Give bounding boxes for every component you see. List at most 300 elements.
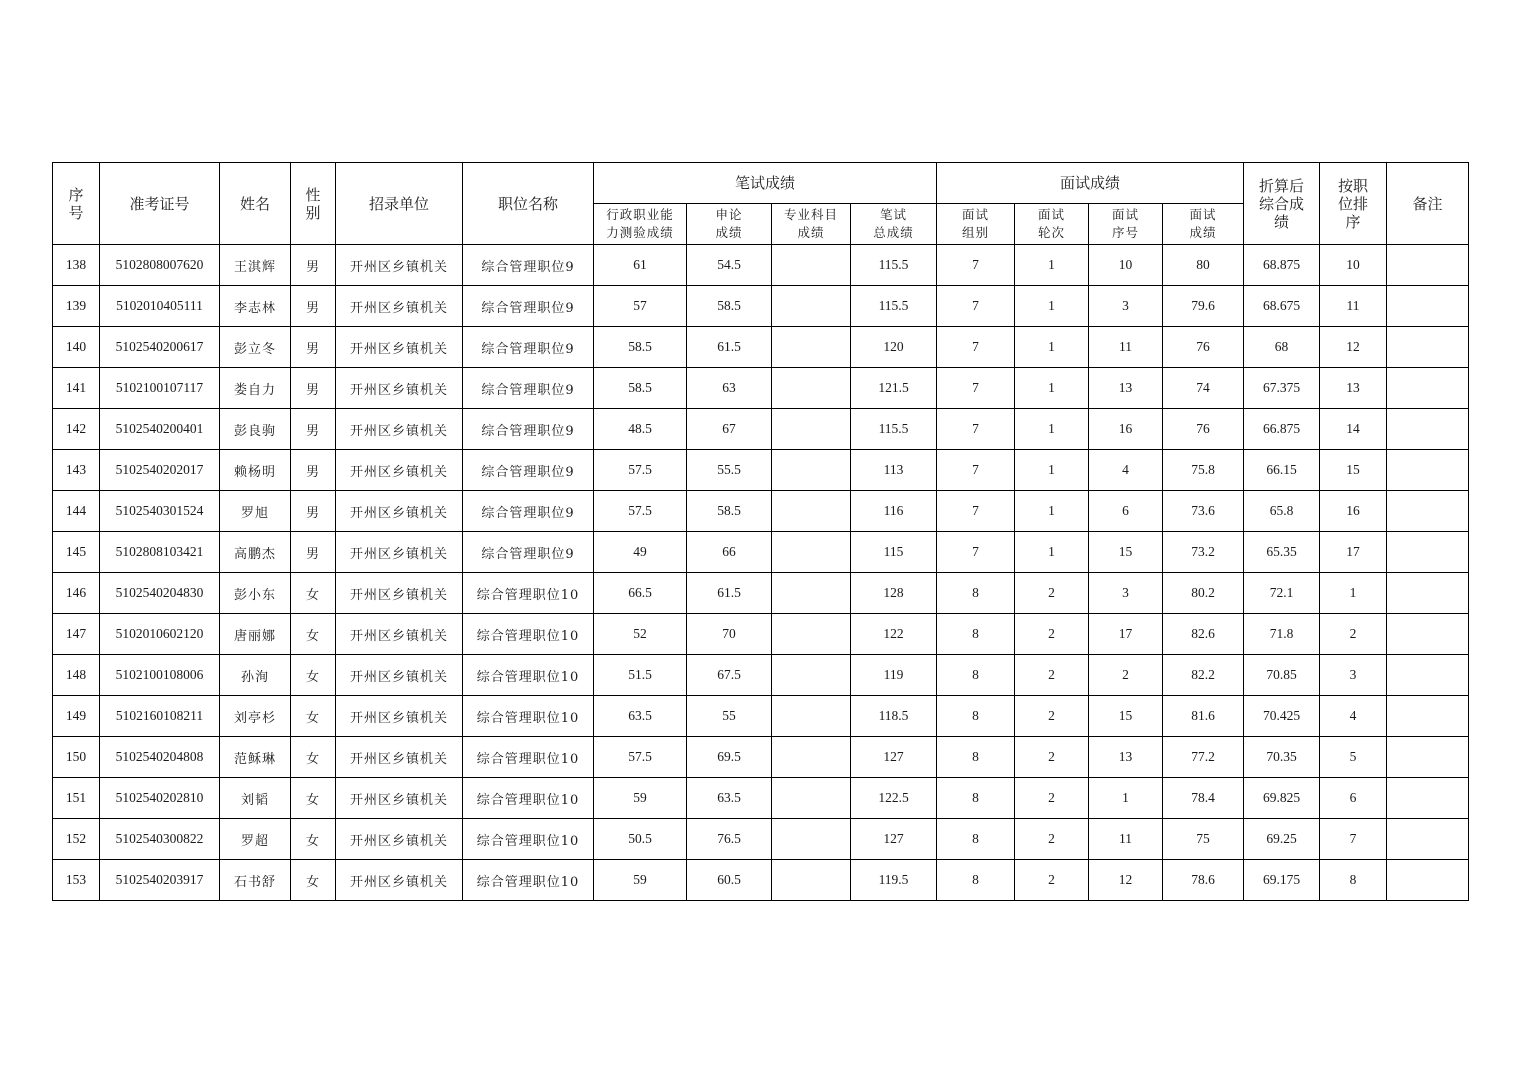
cell-combined: 69.175 xyxy=(1244,860,1320,901)
header-interview-round: 面试 轮次 xyxy=(1015,204,1089,245)
cell-ticket: 5102010602120 xyxy=(100,614,220,655)
cell-gender: 女 xyxy=(291,655,336,696)
cell-rank: 16 xyxy=(1320,491,1387,532)
table-row xyxy=(53,860,1469,901)
cell-rank: 6 xyxy=(1320,778,1387,819)
cell-written-essay: 60.5 xyxy=(687,860,772,901)
cell-written-essay: 55 xyxy=(687,696,772,737)
header-interview-group: 面试成绩 xyxy=(937,163,1244,204)
cell-combined: 65.35 xyxy=(1244,532,1320,573)
cell-combined: 65.8 xyxy=(1244,491,1320,532)
cell-interview-order: 17 xyxy=(1089,614,1163,655)
cell-ticket: 5102540203917 xyxy=(100,860,220,901)
cell-seq: 152 xyxy=(53,819,100,860)
cell-written-essay: 58.5 xyxy=(687,491,772,532)
cell-interview-score: 75.8 xyxy=(1163,450,1244,491)
cell-combined: 66.875 xyxy=(1244,409,1320,450)
cell-written-admin: 59 xyxy=(594,778,687,819)
cell-rank: 2 xyxy=(1320,614,1387,655)
cell-position: 综合管理职位9 xyxy=(463,327,594,368)
cell-remark xyxy=(1387,368,1469,409)
results-table xyxy=(52,162,1469,901)
cell-written-admin: 59 xyxy=(594,860,687,901)
cell-written-essay: 55.5 xyxy=(687,450,772,491)
table-row xyxy=(53,327,1469,368)
table-row xyxy=(53,737,1469,778)
cell-gender: 女 xyxy=(291,860,336,901)
cell-seq: 141 xyxy=(53,368,100,409)
header-written-admin: 行政职业能 力测验成绩 xyxy=(594,204,687,245)
cell-ticket: 5102540300822 xyxy=(100,819,220,860)
cell-written-admin: 66.5 xyxy=(594,573,687,614)
cell-interview-round: 2 xyxy=(1015,860,1089,901)
cell-combined: 71.8 xyxy=(1244,614,1320,655)
cell-interview-order: 1 xyxy=(1089,778,1163,819)
cell-rank: 10 xyxy=(1320,245,1387,286)
cell-position: 综合管理职位9 xyxy=(463,450,594,491)
cell-name: 彭小东 xyxy=(220,573,291,614)
cell-remark xyxy=(1387,450,1469,491)
header-written-group: 笔试成绩 xyxy=(594,163,937,204)
header-remark: 备注 xyxy=(1387,163,1469,245)
cell-written-total: 127 xyxy=(851,737,937,778)
cell-seq: 144 xyxy=(53,491,100,532)
cell-seq: 149 xyxy=(53,696,100,737)
cell-interview-order: 12 xyxy=(1089,860,1163,901)
cell-written-total: 116 xyxy=(851,491,937,532)
cell-position: 综合管理职位10 xyxy=(463,860,594,901)
cell-interview-score: 79.6 xyxy=(1163,286,1244,327)
cell-interview-team: 7 xyxy=(937,245,1015,286)
table-row xyxy=(53,532,1469,573)
cell-ticket: 5102100107117 xyxy=(100,368,220,409)
cell-interview-team: 8 xyxy=(937,737,1015,778)
cell-seq: 148 xyxy=(53,655,100,696)
cell-name: 罗超 xyxy=(220,819,291,860)
cell-written-total: 119.5 xyxy=(851,860,937,901)
cell-written-special xyxy=(772,860,851,901)
cell-position: 综合管理职位9 xyxy=(463,409,594,450)
cell-interview-score: 82.6 xyxy=(1163,614,1244,655)
cell-ticket: 5102808007620 xyxy=(100,245,220,286)
cell-interview-team: 7 xyxy=(937,286,1015,327)
header-interview-team: 面试 组别 xyxy=(937,204,1015,245)
cell-name: 赖杨明 xyxy=(220,450,291,491)
cell-combined: 68 xyxy=(1244,327,1320,368)
cell-ticket: 5102100108006 xyxy=(100,655,220,696)
cell-interview-score: 76 xyxy=(1163,327,1244,368)
header-written-total: 笔试 总成绩 xyxy=(851,204,937,245)
cell-written-admin: 57 xyxy=(594,286,687,327)
cell-gender: 男 xyxy=(291,491,336,532)
cell-name: 彭良驹 xyxy=(220,409,291,450)
table-row xyxy=(53,409,1469,450)
cell-position: 综合管理职位10 xyxy=(463,655,594,696)
table-row xyxy=(53,450,1469,491)
cell-interview-team: 8 xyxy=(937,573,1015,614)
cell-interview-order: 13 xyxy=(1089,368,1163,409)
cell-written-essay: 67 xyxy=(687,409,772,450)
cell-written-total: 120 xyxy=(851,327,937,368)
cell-written-essay: 76.5 xyxy=(687,819,772,860)
cell-written-admin: 50.5 xyxy=(594,819,687,860)
cell-remark xyxy=(1387,737,1469,778)
cell-interview-order: 10 xyxy=(1089,245,1163,286)
cell-seq: 151 xyxy=(53,778,100,819)
cell-position: 综合管理职位9 xyxy=(463,491,594,532)
cell-written-special xyxy=(772,491,851,532)
cell-gender: 女 xyxy=(291,778,336,819)
cell-remark xyxy=(1387,573,1469,614)
cell-ticket: 5102540204808 xyxy=(100,737,220,778)
header-name: 姓名 xyxy=(220,163,291,245)
header-ticket: 准考证号 xyxy=(100,163,220,245)
cell-rank: 1 xyxy=(1320,573,1387,614)
cell-written-special xyxy=(772,532,851,573)
header-position: 职位名称 xyxy=(463,163,594,245)
cell-interview-team: 7 xyxy=(937,532,1015,573)
cell-written-admin: 57.5 xyxy=(594,450,687,491)
cell-gender: 男 xyxy=(291,286,336,327)
cell-written-special xyxy=(772,737,851,778)
cell-position: 综合管理职位9 xyxy=(463,532,594,573)
cell-remark xyxy=(1387,286,1469,327)
cell-unit: 开州区乡镇机关 xyxy=(336,245,463,286)
cell-seq: 146 xyxy=(53,573,100,614)
cell-written-special xyxy=(772,450,851,491)
cell-unit: 开州区乡镇机关 xyxy=(336,368,463,409)
cell-seq: 143 xyxy=(53,450,100,491)
cell-interview-round: 1 xyxy=(1015,368,1089,409)
cell-combined: 70.85 xyxy=(1244,655,1320,696)
cell-remark xyxy=(1387,532,1469,573)
cell-written-total: 122.5 xyxy=(851,778,937,819)
cell-position: 综合管理职位9 xyxy=(463,245,594,286)
cell-unit: 开州区乡镇机关 xyxy=(336,450,463,491)
cell-gender: 男 xyxy=(291,245,336,286)
cell-written-special xyxy=(772,696,851,737)
cell-seq: 142 xyxy=(53,409,100,450)
cell-position: 综合管理职位9 xyxy=(463,368,594,409)
cell-interview-round: 1 xyxy=(1015,450,1089,491)
cell-written-special xyxy=(772,655,851,696)
cell-rank: 3 xyxy=(1320,655,1387,696)
cell-rank: 14 xyxy=(1320,409,1387,450)
cell-remark xyxy=(1387,614,1469,655)
table-row xyxy=(53,655,1469,696)
cell-combined: 68.875 xyxy=(1244,245,1320,286)
cell-gender: 男 xyxy=(291,450,336,491)
cell-unit: 开州区乡镇机关 xyxy=(336,409,463,450)
cell-gender: 男 xyxy=(291,368,336,409)
cell-interview-order: 2 xyxy=(1089,655,1163,696)
cell-combined: 67.375 xyxy=(1244,368,1320,409)
header-interview-score: 面试 成绩 xyxy=(1163,204,1244,245)
cell-remark xyxy=(1387,245,1469,286)
cell-name: 孙洵 xyxy=(220,655,291,696)
cell-gender: 男 xyxy=(291,327,336,368)
header-seq: 序 号 xyxy=(53,163,100,245)
cell-interview-score: 75 xyxy=(1163,819,1244,860)
cell-written-special xyxy=(772,327,851,368)
table-row xyxy=(53,696,1469,737)
cell-rank: 17 xyxy=(1320,532,1387,573)
cell-gender: 女 xyxy=(291,573,336,614)
cell-seq: 150 xyxy=(53,737,100,778)
cell-name: 刘韬 xyxy=(220,778,291,819)
cell-seq: 153 xyxy=(53,860,100,901)
cell-unit: 开州区乡镇机关 xyxy=(336,614,463,655)
cell-remark xyxy=(1387,655,1469,696)
cell-rank: 8 xyxy=(1320,860,1387,901)
header-combined: 折算后 综合成 绩 xyxy=(1244,163,1320,245)
cell-interview-team: 8 xyxy=(937,655,1015,696)
cell-written-total: 121.5 xyxy=(851,368,937,409)
cell-ticket: 5102540200617 xyxy=(100,327,220,368)
cell-interview-round: 2 xyxy=(1015,573,1089,614)
cell-ticket: 5102010405111 xyxy=(100,286,220,327)
cell-name: 范稣琳 xyxy=(220,737,291,778)
cell-gender: 女 xyxy=(291,737,336,778)
cell-unit: 开州区乡镇机关 xyxy=(336,696,463,737)
cell-written-essay: 61.5 xyxy=(687,327,772,368)
cell-written-special xyxy=(772,245,851,286)
score-sheet xyxy=(52,162,1468,901)
cell-interview-order: 13 xyxy=(1089,737,1163,778)
cell-position: 综合管理职位10 xyxy=(463,696,594,737)
cell-position: 综合管理职位10 xyxy=(463,778,594,819)
cell-unit: 开州区乡镇机关 xyxy=(336,532,463,573)
cell-ticket: 5102540202810 xyxy=(100,778,220,819)
cell-written-total: 118.5 xyxy=(851,696,937,737)
cell-interview-round: 2 xyxy=(1015,737,1089,778)
cell-interview-round: 2 xyxy=(1015,819,1089,860)
cell-interview-round: 1 xyxy=(1015,409,1089,450)
table-row xyxy=(53,778,1469,819)
cell-interview-team: 8 xyxy=(937,860,1015,901)
cell-interview-team: 7 xyxy=(937,409,1015,450)
cell-combined: 72.1 xyxy=(1244,573,1320,614)
cell-remark xyxy=(1387,819,1469,860)
cell-written-essay: 58.5 xyxy=(687,286,772,327)
cell-gender: 女 xyxy=(291,614,336,655)
cell-interview-score: 76 xyxy=(1163,409,1244,450)
cell-rank: 13 xyxy=(1320,368,1387,409)
cell-written-admin: 52 xyxy=(594,614,687,655)
header-unit: 招录单位 xyxy=(336,163,463,245)
cell-rank: 7 xyxy=(1320,819,1387,860)
cell-name: 彭立冬 xyxy=(220,327,291,368)
cell-seq: 140 xyxy=(53,327,100,368)
cell-written-essay: 69.5 xyxy=(687,737,772,778)
header-written-special: 专业科目 成绩 xyxy=(772,204,851,245)
cell-seq: 138 xyxy=(53,245,100,286)
cell-rank: 12 xyxy=(1320,327,1387,368)
cell-written-essay: 54.5 xyxy=(687,245,772,286)
cell-unit: 开州区乡镇机关 xyxy=(336,286,463,327)
table-header xyxy=(53,163,1469,245)
cell-unit: 开州区乡镇机关 xyxy=(336,737,463,778)
cell-seq: 147 xyxy=(53,614,100,655)
cell-name: 娄自力 xyxy=(220,368,291,409)
cell-written-essay: 67.5 xyxy=(687,655,772,696)
cell-written-admin: 63.5 xyxy=(594,696,687,737)
cell-written-total: 113 xyxy=(851,450,937,491)
cell-ticket: 5102540301524 xyxy=(100,491,220,532)
cell-interview-score: 82.2 xyxy=(1163,655,1244,696)
cell-interview-score: 74 xyxy=(1163,368,1244,409)
cell-written-total: 115.5 xyxy=(851,286,937,327)
table-row xyxy=(53,614,1469,655)
cell-interview-round: 1 xyxy=(1015,532,1089,573)
cell-interview-order: 16 xyxy=(1089,409,1163,450)
cell-remark xyxy=(1387,860,1469,901)
cell-remark xyxy=(1387,327,1469,368)
cell-interview-order: 15 xyxy=(1089,532,1163,573)
cell-interview-score: 78.4 xyxy=(1163,778,1244,819)
cell-combined: 69.25 xyxy=(1244,819,1320,860)
cell-gender: 男 xyxy=(291,532,336,573)
cell-interview-score: 73.6 xyxy=(1163,491,1244,532)
cell-written-special xyxy=(772,573,851,614)
cell-unit: 开州区乡镇机关 xyxy=(336,778,463,819)
cell-gender: 男 xyxy=(291,409,336,450)
cell-position: 综合管理职位10 xyxy=(463,819,594,860)
cell-written-admin: 51.5 xyxy=(594,655,687,696)
cell-written-total: 115.5 xyxy=(851,245,937,286)
cell-interview-team: 8 xyxy=(937,819,1015,860)
cell-written-total: 115.5 xyxy=(851,409,937,450)
cell-ticket: 5102540202017 xyxy=(100,450,220,491)
cell-gender: 女 xyxy=(291,696,336,737)
cell-written-admin: 61 xyxy=(594,245,687,286)
cell-written-essay: 66 xyxy=(687,532,772,573)
cell-written-total: 122 xyxy=(851,614,937,655)
cell-position: 综合管理职位10 xyxy=(463,737,594,778)
cell-combined: 66.15 xyxy=(1244,450,1320,491)
header-interview-order: 面试 序号 xyxy=(1089,204,1163,245)
cell-name: 刘亭杉 xyxy=(220,696,291,737)
cell-written-total: 128 xyxy=(851,573,937,614)
cell-written-admin: 58.5 xyxy=(594,327,687,368)
cell-interview-round: 2 xyxy=(1015,655,1089,696)
cell-combined: 69.825 xyxy=(1244,778,1320,819)
cell-remark xyxy=(1387,491,1469,532)
cell-rank: 15 xyxy=(1320,450,1387,491)
cell-interview-score: 80 xyxy=(1163,245,1244,286)
cell-interview-round: 1 xyxy=(1015,286,1089,327)
cell-unit: 开州区乡镇机关 xyxy=(336,573,463,614)
header-gender: 性 别 xyxy=(291,163,336,245)
cell-written-special xyxy=(772,614,851,655)
header-written-essay: 申论 成绩 xyxy=(687,204,772,245)
table-row xyxy=(53,573,1469,614)
cell-written-total: 119 xyxy=(851,655,937,696)
cell-interview-order: 3 xyxy=(1089,286,1163,327)
cell-written-admin: 58.5 xyxy=(594,368,687,409)
cell-written-admin: 48.5 xyxy=(594,409,687,450)
cell-name: 王淇辉 xyxy=(220,245,291,286)
cell-written-special xyxy=(772,368,851,409)
cell-unit: 开州区乡镇机关 xyxy=(336,860,463,901)
cell-interview-team: 7 xyxy=(937,327,1015,368)
cell-name: 石书舒 xyxy=(220,860,291,901)
cell-ticket: 5102540200401 xyxy=(100,409,220,450)
cell-rank: 4 xyxy=(1320,696,1387,737)
cell-written-essay: 70 xyxy=(687,614,772,655)
cell-interview-team: 8 xyxy=(937,778,1015,819)
cell-written-admin: 57.5 xyxy=(594,491,687,532)
cell-combined: 70.35 xyxy=(1244,737,1320,778)
table-row xyxy=(53,819,1469,860)
cell-interview-order: 11 xyxy=(1089,327,1163,368)
cell-gender: 女 xyxy=(291,819,336,860)
cell-seq: 139 xyxy=(53,286,100,327)
cell-interview-team: 7 xyxy=(937,491,1015,532)
cell-position: 综合管理职位9 xyxy=(463,286,594,327)
cell-interview-score: 73.2 xyxy=(1163,532,1244,573)
cell-interview-order: 3 xyxy=(1089,573,1163,614)
cell-interview-score: 81.6 xyxy=(1163,696,1244,737)
cell-unit: 开州区乡镇机关 xyxy=(336,491,463,532)
cell-interview-order: 6 xyxy=(1089,491,1163,532)
cell-written-essay: 61.5 xyxy=(687,573,772,614)
table-row xyxy=(53,491,1469,532)
cell-interview-score: 80.2 xyxy=(1163,573,1244,614)
cell-written-admin: 57.5 xyxy=(594,737,687,778)
table-row xyxy=(53,245,1469,286)
cell-name: 唐丽娜 xyxy=(220,614,291,655)
table-row xyxy=(53,368,1469,409)
cell-remark xyxy=(1387,696,1469,737)
cell-interview-team: 7 xyxy=(937,450,1015,491)
cell-interview-team: 7 xyxy=(937,368,1015,409)
cell-position: 综合管理职位10 xyxy=(463,614,594,655)
cell-remark xyxy=(1387,778,1469,819)
cell-written-total: 115 xyxy=(851,532,937,573)
cell-interview-score: 78.6 xyxy=(1163,860,1244,901)
cell-combined: 68.675 xyxy=(1244,286,1320,327)
table-row xyxy=(53,286,1469,327)
cell-combined: 70.425 xyxy=(1244,696,1320,737)
cell-name: 罗旭 xyxy=(220,491,291,532)
cell-interview-round: 2 xyxy=(1015,696,1089,737)
cell-written-total: 127 xyxy=(851,819,937,860)
cell-unit: 开州区乡镇机关 xyxy=(336,327,463,368)
cell-interview-team: 8 xyxy=(937,614,1015,655)
cell-rank: 5 xyxy=(1320,737,1387,778)
cell-interview-round: 2 xyxy=(1015,778,1089,819)
cell-interview-order: 4 xyxy=(1089,450,1163,491)
cell-seq: 145 xyxy=(53,532,100,573)
cell-interview-round: 1 xyxy=(1015,491,1089,532)
cell-written-special xyxy=(772,819,851,860)
cell-interview-order: 15 xyxy=(1089,696,1163,737)
cell-written-special xyxy=(772,778,851,819)
header-rank: 按职 位排 序 xyxy=(1320,163,1387,245)
cell-interview-round: 2 xyxy=(1015,614,1089,655)
cell-written-essay: 63 xyxy=(687,368,772,409)
cell-ticket: 5102160108211 xyxy=(100,696,220,737)
cell-rank: 11 xyxy=(1320,286,1387,327)
cell-written-special xyxy=(772,286,851,327)
cell-written-essay: 63.5 xyxy=(687,778,772,819)
cell-remark xyxy=(1387,409,1469,450)
cell-interview-team: 8 xyxy=(937,696,1015,737)
cell-interview-round: 1 xyxy=(1015,327,1089,368)
cell-interview-round: 1 xyxy=(1015,245,1089,286)
cell-ticket: 5102808103421 xyxy=(100,532,220,573)
